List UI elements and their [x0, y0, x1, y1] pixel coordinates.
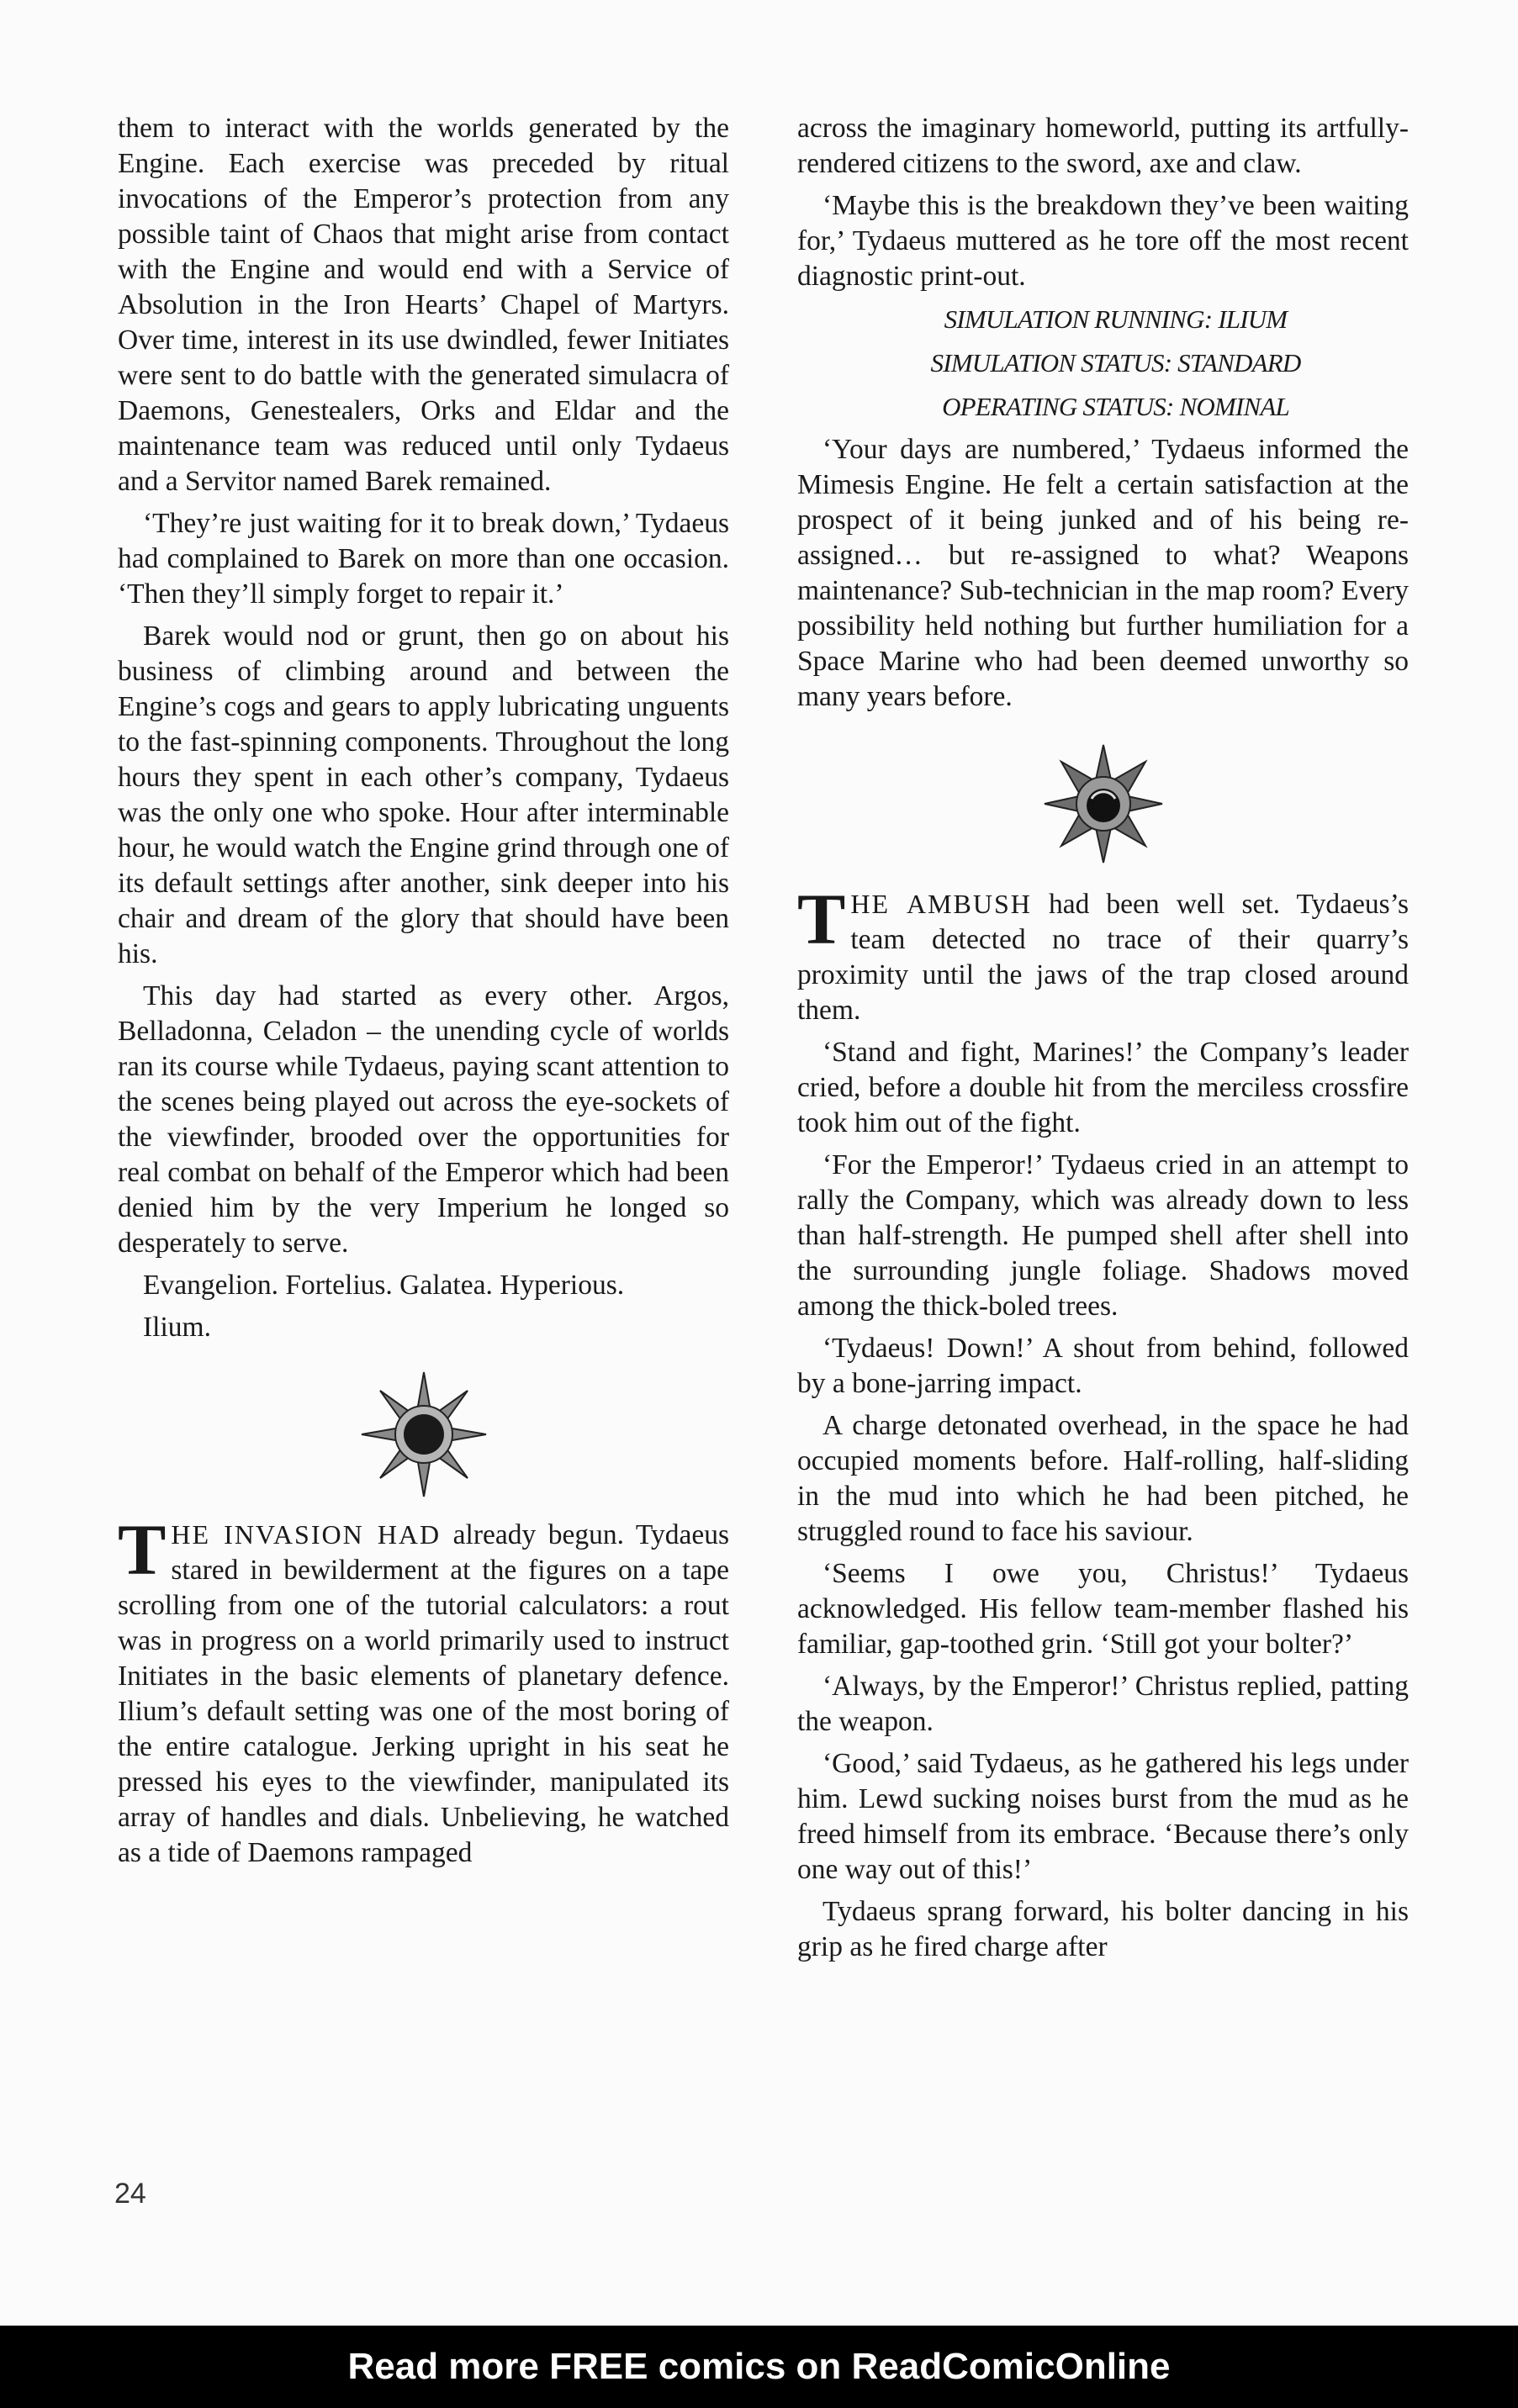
- page-number: 24: [114, 2178, 146, 2210]
- chaos-star-icon: [357, 1367, 491, 1502]
- paragraph: ‘Good,’ said Tydaeus, as he gathered his legs under him. Lewd sucking noises burst from the mud as he freed himself from its embrace. ‘Because there’s only one way out of this!’: [797, 1748, 1409, 1885]
- section-ornament-star: [797, 721, 1409, 886]
- section-opening-paragraph: [118, 1509, 729, 1871]
- paragraph: A charge detonated overhead, in the space he had occupied moments before. Half-rolling, half-sliding in the mud into which he had been pitched, he struggled round to face his saviour.: [797, 1410, 1409, 1547]
- status-line: OPERATING STATUS: NOMINAL: [942, 392, 1289, 421]
- compass-star-icon: [1040, 741, 1166, 867]
- paragraph: across the imaginary homeworld, putting its artfully-rendered citizens to the sword, axe and claw.: [797, 113, 1409, 179]
- promo-banner[interactable]: [0, 2326, 1518, 2408]
- drop-cap: T: [118, 1509, 167, 1590]
- paragraph: ‘Your days are numbered,’ Tydaeus informed the Mimesis Engine. He felt a certain satisfaction at the prospect of it being junked and of his being re-assigned… but re-assigned to what? Weapons maintenance? Sub-technician in the map room? Every possibility held nothing but further humiliation for a Space Marine who had been deemed unworthy so many years before.: [797, 434, 1409, 712]
- left-column: [118, 111, 729, 1877]
- section-opening-paragraph: [797, 879, 1410, 1028]
- status-line: SIMULATION RUNNING: ILIUM: [944, 304, 1288, 334]
- paragraph: ‘For the Emperor!’ Tydaeus cried in an attempt to rally the Company, which was already down to less than half-strength. He pumped shell after shell into the surrounding jungle foliage. Shadows moved among the thick-boled trees.: [797, 1149, 1409, 1322]
- paragraph: Barek would nod or grunt, then go on about his business of climbing around and between the Engine’s cogs and gears to apply lubricating unguents to the fast-spinning components. Throughout the long hours they spent in each other’s company, Tydaeus was the only one who spoke. Hour after interminable hour, he would watch the Engine grind through one of its default settings after another, sink deeper into his chair and dream of the glory that should have been his.: [118, 620, 729, 969]
- paragraph-text: already begun. Tydaeus stared in bewilderment at the figures on a tape scrolling from one of the tutorial calculators: a rout was in progress on a world primarily used to instruct Initiates in the basic elements of planetary defence. Ilium’s default setting was one of the most boring of the entire catalogue. Jerking upright in his seat he pressed his eyes to the viewfinder, manipulated its array of handles and dials. Unbelieving, he watched as a tide of Daemons rampaged: [118, 1519, 729, 1868]
- paragraph: Ilium.: [143, 1312, 211, 1343]
- paragraph: ‘Stand and fight, Marines!’ the Company’s leader cried, before a double hit from the merciless crossfire took him out of the fight.: [797, 1037, 1409, 1138]
- paragraph: ‘Always, by the Emperor!’ Christus replied, patting the weapon.: [797, 1671, 1409, 1737]
- paragraph: ‘Tydaeus! Down!’ A shout from behind, followed by a bone-jarring impact.: [797, 1333, 1409, 1399]
- paragraph: ‘Maybe this is the breakdown they’ve been waiting for,’ Tydaeus muttered as he tore off the most recent diagnostic print-out.: [797, 190, 1409, 292]
- paragraph: ‘Seems I owe you, Christus!’ Tydaeus acknowledged. His fellow team-member flashed his familiar, gap-toothed grin. ‘Still got your bolter?’: [797, 1558, 1409, 1660]
- section-ornament-chaos-star: [118, 1352, 729, 1517]
- promo-link[interactable]: Read more FREE comics on ReadComicOnline: [347, 2346, 1171, 2387]
- paragraph: This day had started as every other. Argos, Belladonna, Celadon – the unending cycle of worlds ran its course while Tydaeus, paying scant attention to the scenes being played out across the eye-sockets of the viewfinder, brooded over the opportunities for real combat on behalf of the Emperor which had been denied him by the very Imperium he longed so desperately to serve.: [118, 980, 729, 1259]
- drop-cap: T: [797, 879, 846, 959]
- paragraph: them to interact with the worlds generated by the Engine. Each exercise was preceded by ritual invocations of the Emperor’s protection from any possible taint of Chaos that might arise from contact with the Engine and would end with a Service of Absolution in the Iron Hearts’ Chapel of Martyrs. Over time, interest in its use dwindled, fewer Initiates were sent to do battle with the generated simulacra of Daemons, Genestealers, Orks and Eldar and the maintenance team was reduced until only Tydaeus and a Servitor named Barek remained.: [118, 113, 729, 497]
- paragraph: Tydaeus sprang forward, his bolter dancing in his grip as he fired charge after: [797, 1896, 1409, 1962]
- small-caps-lead: HE INVASION HAD: [171, 1519, 442, 1550]
- status-line: SIMULATION STATUS: STANDARD: [930, 348, 1301, 378]
- paragraph: Evangelion. Fortelius. Galatea. Hyperious.: [143, 1270, 625, 1301]
- paragraph: ‘They’re just waiting for it to break down,’ Tydaeus had complained to Barek on more than one occasion. ‘Then they’ll simply forget to repair it.’: [118, 508, 729, 610]
- paragraph-text: had been well set. Tydaeus’s team detected no trace of their quarry’s proximity until the jaws of the trap closed around them.: [797, 889, 1410, 1026]
- right-column: [797, 111, 1409, 1972]
- small-caps-lead: HE AMBUSH: [850, 889, 1032, 919]
